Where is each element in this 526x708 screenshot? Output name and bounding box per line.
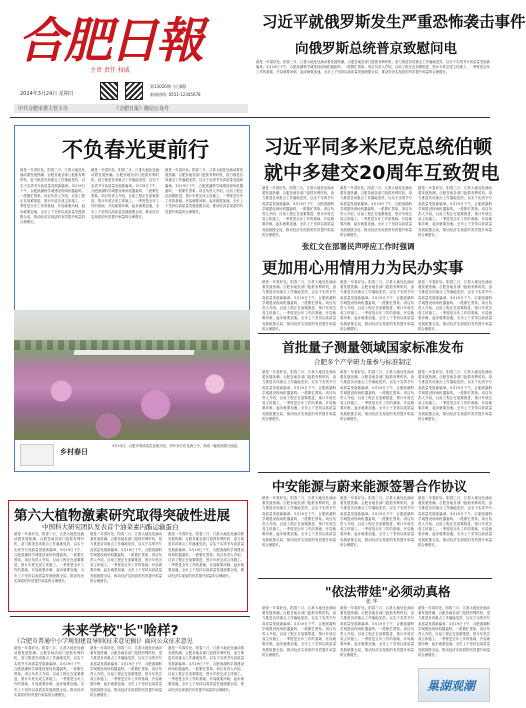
photo-label: 乡村春日 <box>60 448 88 456</box>
energy-body-3: 最是一年春好处。阳春三月，江淮大地处处涌动着发展热潮。合肥各地各部门抢抓有利时机，奋力推进各项重点工作落地见效，以实干实绩书写高质量发展新篇章。3月19日下午，合肥滨湖科学城建设现场机器轰鸣，一派繁忙景象。项目负责人介绍，目前工程正在加紧推进，预计年底完成主体施工。一季度是全年工作的基础，开局就要冲刺，起步就要加速。全市上下坚持以高质量发展统揽全局，推动经济实现质的有效提升和量的合理增长。 <box>418 496 492 547</box>
qr-code-icon <box>100 82 118 100</box>
lead-headline: 不负春光更前行 <box>62 138 209 162</box>
blossom-field <box>14 370 250 440</box>
law-body-2: 最是一年春好处。阳春三月，江淮大地处处涌动着发展热潮。合肥各地各部门抢抓有利时机，奋力推进各项重点工作落地见效，以实干实绩书写高质量发展新篇章。3月19日下午，合肥滨湖科学城建设现场机器轰鸣，一派繁忙景象。项目负责人介绍，目前工程正在加紧推进，预计年底完成主体施工。一季度是全年工作的基础，开局就要冲刺，起步就要加速。全市上下坚持以高质量发展统揽全局，推动经济实现质的有效提升和量的合理增长。 <box>340 606 414 657</box>
standards-body-3: 最是一年春好处。阳春三月，江淮大地处处涌动着发展热潮。合肥各地各部门抢抓有利时机，奋力推进各项重点工作落地见效，以实干实绩书写高质量发展新篇章。3月19日下午，合肥滨湖科学城建设现场机器轰鸣，一派繁忙景象。项目负责人介绍，目前工程正在加紧推进，预计年底完成主体施工。一季度是全年工作的基础，开局就要冲刺，起步就要加速。全市上下坚持以高质量发展统揽全局，推动经济实现质的有效提升和量的合理增长。 <box>418 370 492 421</box>
top-right-headline-2: 向俄罗斯总统普京致慰问电 <box>295 41 457 57</box>
standards-body-1: 最是一年春好处。阳春三月，江淮大地处处涌动着发展热潮。合肥各地各部门抢抓有利时机，奋力推进各项重点工作落地见效，以实干实绩书写高质量发展新篇章。3月19日下午，合肥滨湖科学城建设现场机器轰鸣，一派繁忙景象。项目负责人介绍，目前工程正在加紧推进，预计年底完成主体施工。一季度是全年工作的基础，开局就要冲刺，起步就要加速。全市上下坚持以高质量发展统揽全局，推动经济实现质的有效提升和量的合理增长。 <box>262 370 336 421</box>
research-subhead: 中国科大研究团队发表首个油菜素内酯运输蛋白 <box>42 523 179 531</box>
school-headline: 未来学校"长"啥样? <box>62 623 179 639</box>
school-body-3: 最是一年春好处。阳春三月，江淮大地处处涌动着发展热潮。合肥各地各部门抢抓有利时机，奋力推进各项重点工作落地见效，以实干实绩书写高质量发展新篇章。3月19日下午，合肥滨湖科学城建设现场机器轰鸣，一派繁忙景象。项目负责人介绍，目前工程正在加紧推进，预计年底完成主体施工。一季度是全年工作的基础，开局就要冲刺，起步就要加速。全市上下坚持以高质量发展统揽全局，推动经济实现质的有效提升和量的合理增长。 <box>168 646 244 692</box>
zhang-body-2: 最是一年春好处。阳春三月，江淮大地处处涌动着发展热潮。合肥各地各部门抢抓有利时机，奋力推进各项重点工作落地见效，以实干实绩书写高质量发展新篇章。3月19日下午，合肥滨湖科学城建设现场机器轰鸣，一派繁忙景象。项目负责人介绍，目前工程正在加紧推进，预计年底完成主体施工。一季度是全年工作的基础，开局就要冲刺，起步就要加速。全市上下坚持以高质量发展统揽全局，推动经济实现质的有效提升和量的合理增长。 <box>340 280 414 331</box>
qr-code-icon <box>125 82 143 100</box>
congrats-headline-1: 习近平同多米尼克总统伯顿 <box>264 136 493 158</box>
standards-body-2: 最是一年春好处。阳春三月，江淮大地处处涌动着发展热潮。合肥各地各部门抢抓有利时机，奋力推进各项重点工作落地见效，以实干实绩书写高质量发展新篇章。3月19日下午，合肥滨湖科学城建设现场机器轰鸣，一派繁忙景象。项目负责人介绍，目前工程正在加紧推进，预计年底完成主体施工。一季度是全年工作的基础，开局就要冲刺，起步就要加速。全市上下坚持以高质量发展统揽全局，推动经济实现质的有效提升和量的合理增长。 <box>340 370 414 421</box>
standards-headline: 首批量子测量领域国家标准发布 <box>282 341 465 356</box>
lead-body-col-3: 最是一年春好处。阳春三月，江淮大地处处涌动着发展热潮。合肥各地各部门抢抓有利时机，奋力推进各项重点工作落地见效，以实干实绩书写高质量发展新篇章。3月19日下午，合肥滨湖科学城建设现场机器轰鸣，一派繁忙景象。项目负责人介绍，目前工程正在加紧推进，预计年底完成主体施工。一季度是全年工作的基础，开局就要冲刺，起步就要加速。全市上下坚持以高质量发展统揽全局，推动经济实现质的有效提升和量的合理增长。 <box>165 168 243 214</box>
top-right-body: 最是一年春好处。阳春三月，江淮大地处处涌动着发展热潮。合肥各地各部门抢抓有利时机，奋力推进各项重点工作落地见效，以实干实绩书写高质量发展新篇章。3月19日下午，合肥滨湖科学城建设现场机器轰鸣，一派繁忙景象。项目负责人介绍，目前工程正在加紧推进，预计年底完成主体施工。一季度是全年工作的基础，开局就要冲刺，起步就要加速。全市上下坚持以高质量发展统揽全局，推动经济实现质的有效提升和量的合理增长。 <box>256 60 490 75</box>
tree-row <box>14 340 250 350</box>
zhang-body-3: 最是一年春好处。阳春三月，江淮大地处处涌动着发展热潮。合肥各地各部门抢抓有利时机，奋力推进各项重点工作落地见效，以实干实绩书写高质量发展新篇章。3月19日下午，合肥滨湖科学城建设现场机器轰鸣，一派繁忙景象。项目负责人介绍，目前工程正在加紧推进，预计年底完成主体施工。一季度是全年工作的基础，开局就要冲刺，起步就要加速。全市上下坚持以高质量发展统揽全局，推动经济实现质的有效提升和量的合理增长。 <box>418 280 492 331</box>
masthead-phone: 新闻热线: 0551-12345678 <box>150 92 201 97</box>
zhang-kicker: 张红文在部署民声呼应工作时强调 <box>302 242 415 251</box>
law-body-1: 最是一年春好处。阳春三月，江淮大地处处涌动着发展热潮。合肥各地各部门抢抓有利时机，奋力推进各项重点工作落地见效，以实干实绩书写高质量发展新篇章。3月19日下午，合肥滨湖科学城建设现场机器轰鸣，一派繁忙景象。项目负责人介绍，目前工程正在加紧推进，预计年底完成主体施工。一季度是全年工作的基础，开局就要冲刺，起步就要加速。全市上下坚持以高质量发展统揽全局，推动经济实现质的有效提升和量的合理增长。 <box>262 606 336 657</box>
research-body-2: 最是一年春好处。阳春三月，江淮大地处处涌动着发展热潮。合肥各地各部门抢抓有利时机，奋力推进各项重点工作落地见效，以实干实绩书写高质量发展新篇章。3月19日下午，合肥滨湖科学城建设现场机器轰鸣，一派繁忙景象。项目负责人介绍，目前工程正在加紧推进，预计年底完成主体施工。一季度是全年工作的基础，开局就要冲刺，起步就要加速。全市上下坚持以高质量发展统揽全局，推动经济实现质的有效提升和量的合理增长。 <box>90 532 162 583</box>
masthead-slogan: 主责 责任 权威 <box>90 67 130 74</box>
divider <box>258 472 490 473</box>
school-body-2: 最是一年春好处。阳春三月，江淮大地处处涌动着发展热潮。合肥各地各部门抢抓有利时机，奋力推进各项重点工作落地见效，以实干实绩书写高质量发展新篇章。3月19日下午，合肥滨湖科学城建设现场机器轰鸣，一派繁忙景象。项目负责人介绍，目前工程正在加紧推进，预计年底完成主体施工。一季度是全年工作的基础，开局就要冲刺，起步就要加速。全市上下坚持以高质量发展统揽全局，推动经济实现质的有效提升和量的合理增长。 <box>90 646 162 697</box>
research-body-3: 最是一年春好处。阳春三月，江淮大地处处涌动着发展热潮。合肥各地各部门抢抓有利时机，奋力推进各项重点工作落地见效，以实干实绩书写高质量发展新篇章。3月19日下午，合肥滨湖科学城建设现场机器轰鸣，一派繁忙景象。项目负责人介绍，目前工程正在加紧推进，预计年底完成主体施工。一季度是全年工作的基础，开局就要冲刺，起步就要加速。全市上下坚持以高质量发展统揽全局，推动经济实现质的有效提升和量的合理增长。 <box>168 532 244 578</box>
ad-text: 巢湖观潮 <box>427 679 476 693</box>
law-byline: 张 华 <box>366 599 378 605</box>
law-body-3: 最是一年春好处。阳春三月，江淮大地处处涌动着发展热潮。合肥各地各部门抢抓有利时机，奋力推进各项重点工作落地见效，以实干实绩书写高质量发展新篇章。3月19日下午，合肥滨湖科学城建设现场机器轰鸣，一派繁忙景象。项目负责人介绍，目前工程正在加紧推进，预计年底完成主体施工。一季度是全年工作的基础，开局就要冲刺，起步就要加速。全市上下坚持以高质量发展统揽全局，推动经济实现质的有效提升和量的合理增长。 <box>418 606 490 657</box>
standards-subhead: 合肥多个产学研力量参与标准制定 <box>314 358 412 366</box>
date-line: 2024年3月24日 星期日 <box>20 91 74 97</box>
school-body-1: 最是一年春好处。阳春三月，江淮大地处处涌动着发展热潮。合肥各地各部门抢抓有利时机，奋力推进各项重点工作落地见效，以实干实绩书写高质量发展新篇章。3月19日下午，合肥滨湖科学城建设现场机器轰鸣，一派繁忙景象。项目负责人介绍，目前工程正在加紧推进，预计年底完成主体施工。一季度是全年工作的基础，开局就要冲刺，起步就要加速。全市上下坚持以高质量发展统揽全局，推动经济实现质的有效提升和量的合理增长。 <box>14 646 84 697</box>
congrats-body-1: 最是一年春好处。阳春三月，江淮大地处处涌动着发展热潮。合肥各地各部门抢抓有利时机，奋力推进各项重点工作落地见效，以实干实绩书写高质量发展新篇章。3月19日下午，合肥滨湖科学城建设现场机器轰鸣，一派繁忙景象。项目负责人介绍，目前工程正在加紧推进，预计年底完成主体施工。一季度是全年工作的基础，开局就要冲刺，起步就要加速。全市上下坚持以高质量发展统揽全局，推动经济实现质的有效提升和量的合理增长。 <box>262 186 334 237</box>
photo-label-box <box>20 444 54 466</box>
divider <box>10 616 250 617</box>
masthead-logo: 合肥日報 <box>18 13 203 69</box>
school-subhead: 《合肥市普通中小学规划建设导则(征求意见稿)》面向公众征求意见 <box>14 638 193 645</box>
lead-body-col-1: 最是一年春好处。阳春三月，江淮大地处处涌动着发展热潮。合肥各地各部门抢抓有利时机，奋力推进各项重点工作落地见效，以实干实绩书写高质量发展新篇章。3月19日下午，合肥滨湖科学城建设现场机器轰鸣，一派繁忙景象。项目负责人介绍，目前工程正在加紧推进，预计年底完成主体施工。一季度是全年工作的基础，开局就要冲刺，起步就要加速。全市上下坚持以高质量发展统揽全局，推动经济实现质的有效提升和量的合理增长。 <box>20 168 85 225</box>
photo-caption: 3月23日，合肥市郊油菜花竞相开放，列车穿行在花海之中，构成一幅美丽春日画卷。 <box>112 444 241 448</box>
energy-headline: 中安能源与蔚来能源签署合作协议 <box>272 480 468 495</box>
law-headline: "依法带娃"必须动真格 <box>325 584 451 599</box>
masthead-info: 第13026期 今日8版 <box>150 84 187 89</box>
congrats-headline-2: 就中多建交20周年互致贺电 <box>264 162 500 184</box>
ad-box <box>418 668 490 702</box>
zhang-headline: 更加用心用情用力为民办实事 <box>262 259 464 277</box>
congrats-body-3: 最是一年春好处。阳春三月，江淮大地处处涌动着发展热潮。合肥各地各部门抢抓有利时机，奋力推进各项重点工作落地见效，以实干实绩书写高质量发展新篇章。3月19日下午，合肥滨湖科学城建设现场机器轰鸣，一派繁忙景象。项目负责人介绍，目前工程正在加紧推进，预计年底完成主体施工。一季度是全年工作的基础，开局就要冲刺，起步就要加速。全市上下坚持以高质量发展统揽全局，推动经济实现质的有效提升和量的合理增长。 <box>418 186 492 237</box>
congrats-body-2: 最是一年春好处。阳春三月，江淮大地处处涌动着发展热潮。合肥各地各部门抢抓有利时机，奋力推进各项重点工作落地见效，以实干实绩书写高质量发展新篇章。3月19日下午，合肥滨湖科学城建设现场机器轰鸣，一派繁忙景象。项目负责人介绍，目前工程正在加紧推进，预计年底完成主体施工。一季度是全年工作的基础，开局就要冲刺，起步就要加速。全市上下坚持以高质量发展统揽全局，推动经济实现质的有效提升和量的合理增长。 <box>340 186 412 237</box>
top-right-headline-1: 习近平就俄罗斯发生严重恐怖袭击事件 <box>262 13 526 31</box>
masthead-band <box>14 104 248 113</box>
research-body-1: 最是一年春好处。阳春三月，江淮大地处处涌动着发展热潮。合肥各地各部门抢抓有利时机，奋力推进各项重点工作落地见效，以实干实绩书写高质量发展新篇章。3月19日下午，合肥滨湖科学城建设现场机器轰鸣，一派繁忙景象。项目负责人介绍，目前工程正在加紧推进，预计年底完成主体施工。一季度是全年工作的基础，开局就要冲刺，起步就要加速。全市上下坚持以高质量发展统揽全局，推动经济实现质的有效提升和量的合理增长。 <box>14 532 84 583</box>
divider <box>258 333 490 334</box>
zhang-body-1: 最是一年春好处。阳春三月，江淮大地处处涌动着发展热潮。合肥各地各部门抢抓有利时机，奋力推进各项重点工作落地见效，以实干实绩书写高质量发展新篇章。3月19日下午，合肥滨湖科学城建设现场机器轰鸣，一派繁忙景象。项目负责人介绍，目前工程正在加紧推进，预计年底完成主体施工。一季度是全年工作的基础，开局就要冲刺，起步就要加速。全市上下坚持以高质量发展统揽全局，推动经济实现质的有效提升和量的合理增长。 <box>262 280 336 331</box>
band-label-right: 《合肥日报》微信公众号 <box>114 106 170 112</box>
energy-body-1: 最是一年春好处。阳春三月，江淮大地处处涌动着发展热潮。合肥各地各部门抢抓有利时机，奋力推进各项重点工作落地见效，以实干实绩书写高质量发展新篇章。3月19日下午，合肥滨湖科学城建设现场机器轰鸣，一派繁忙景象。项目负责人介绍，目前工程正在加紧推进，预计年底完成主体施工。一季度是全年工作的基础，开局就要冲刺，起步就要加速。全市上下坚持以高质量发展统揽全局，推动经济实现质的有效提升和量的合理增长。 <box>262 496 336 547</box>
rapeseed-photo <box>14 310 250 440</box>
train-shape <box>73 350 194 356</box>
band-label-left: 中共合肥市委主管主办 <box>18 106 69 112</box>
divider <box>10 117 490 118</box>
lead-body-col-2: 最是一年春好处。阳春三月，江淮大地处处涌动着发展热潮。合肥各地各部门抢抓有利时机，奋力推进各项重点工作落地见效，以实干实绩书写高质量发展新篇章。3月19日下午，合肥滨湖科学城建设现场机器轰鸣，一派繁忙景象。项目负责人介绍，目前工程正在加紧推进，预计年底完成主体施工。一季度是全年工作的基础，开局就要冲刺，起步就要加速。全市上下坚持以高质量发展统揽全局，推动经济实现质的有效提升和量的合理增长。 <box>91 168 159 219</box>
energy-body-2: 最是一年春好处。阳春三月，江淮大地处处涌动着发展热潮。合肥各地各部门抢抓有利时机，奋力推进各项重点工作落地见效，以实干实绩书写高质量发展新篇章。3月19日下午，合肥滨湖科学城建设现场机器轰鸣，一派繁忙景象。项目负责人介绍，目前工程正在加紧推进，预计年底完成主体施工。一季度是全年工作的基础，开局就要冲刺，起步就要加速。全市上下坚持以高质量发展统揽全局，推动经济实现质的有效提升和量的合理增长。 <box>340 496 414 547</box>
research-headline: 第六大植物激素研究取得突破性进展 <box>14 508 230 524</box>
